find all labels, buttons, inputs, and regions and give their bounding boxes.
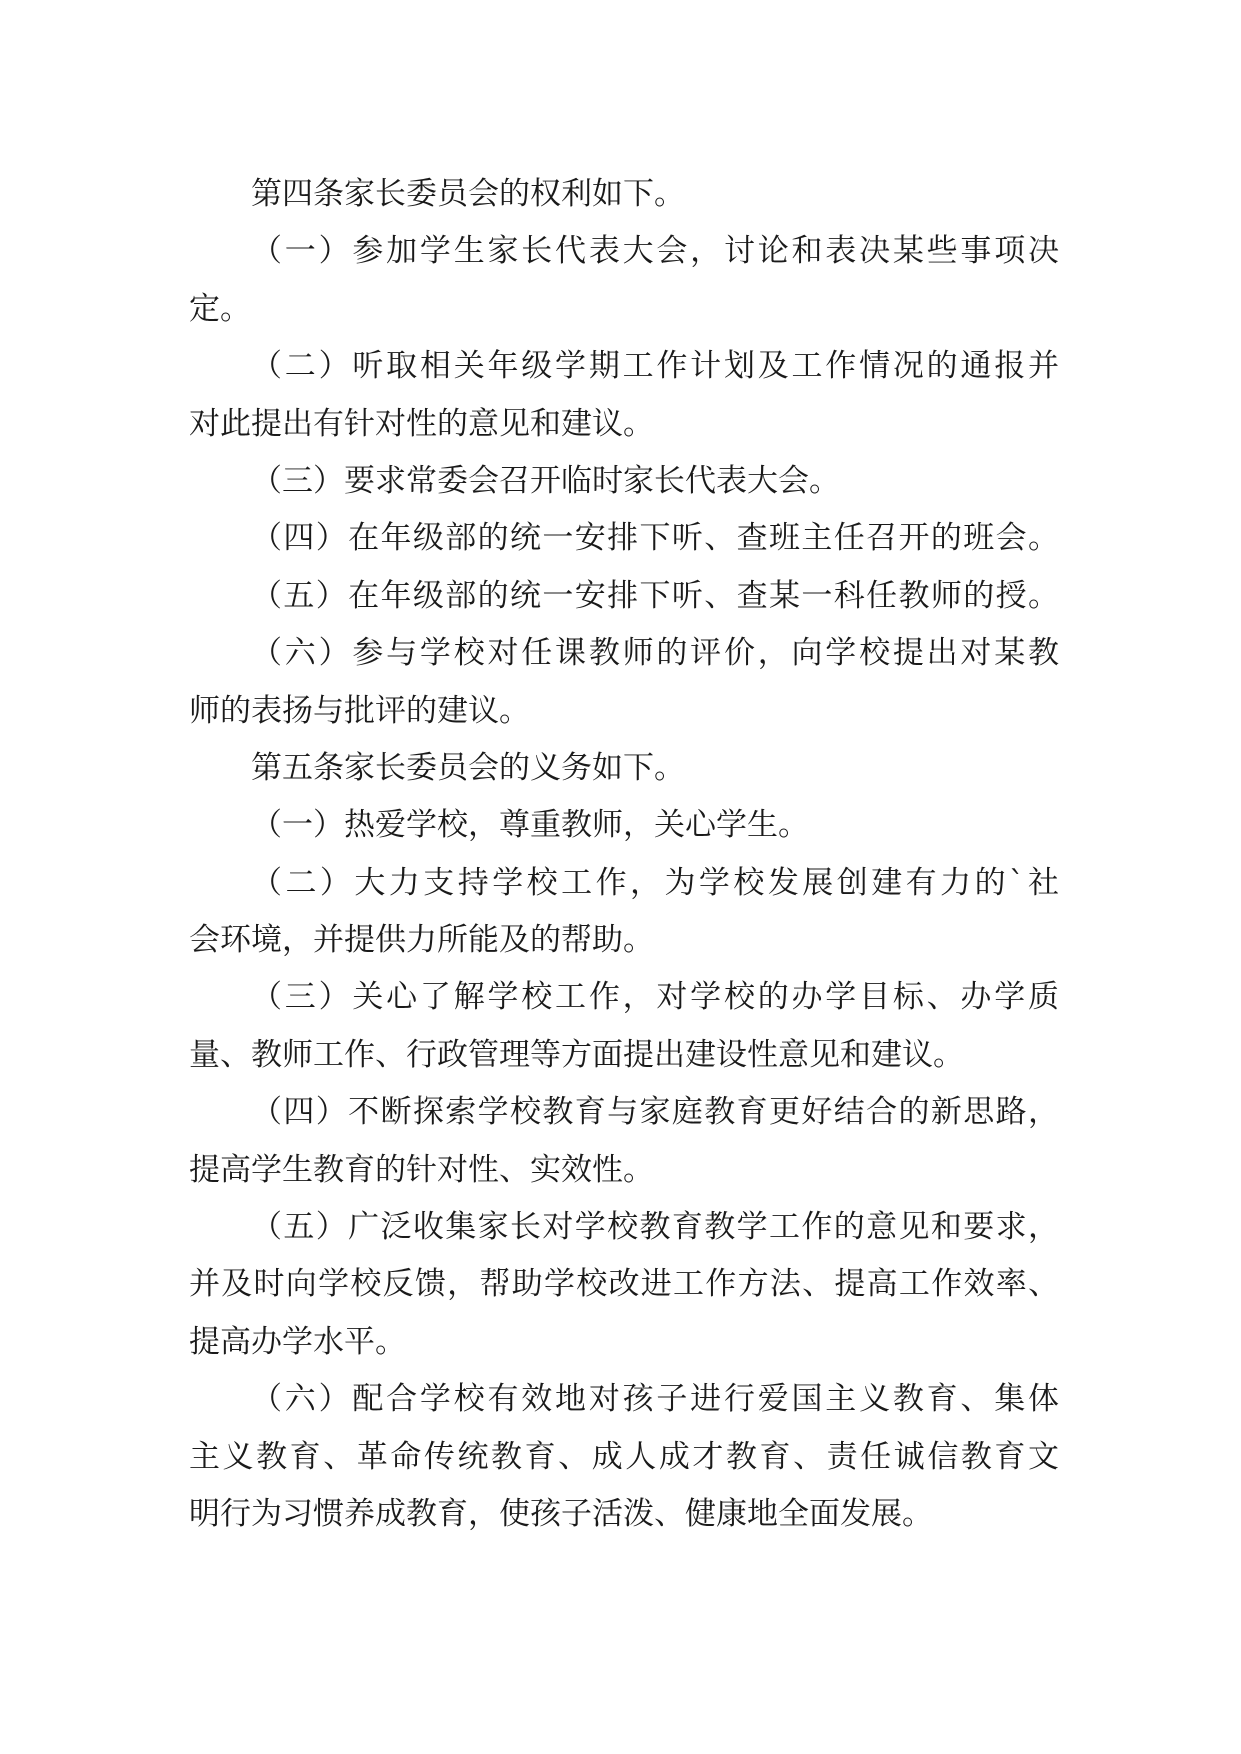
paragraph xyxy=(189,740,1059,797)
paragraph-line: （五）广泛收集家长对学校教育教学工作的意见和要求， xyxy=(251,1209,1059,1246)
paragraph-line: 对此提出有针对性的意见和建议。 xyxy=(189,405,654,442)
paragraph-line: 第五条家长委员会的义务如下。 xyxy=(251,749,685,786)
paragraph-line: 量、教师工作、行政管理等方面提出建设性意见和建议。 xyxy=(189,1036,964,1073)
paragraph-line: （二）大力支持学校工作，为学校发展创建有力的`社 xyxy=(251,864,1059,901)
paragraph xyxy=(189,338,1059,453)
paragraph-line: （六）参与学校对任课教师的评价，向学校提出对某教 xyxy=(251,635,1059,672)
paragraph-line: 定。 xyxy=(189,290,251,327)
paragraph-line: （二）听取相关年级学期工作计划及工作情况的通报并 xyxy=(251,348,1059,385)
paragraph xyxy=(189,1084,1059,1199)
paragraph-line: 并及时向学校反馈，帮助学校改进工作方法、提高工作效率、 xyxy=(189,1266,1059,1303)
paragraph-line: 师的表扬与批评的建议。 xyxy=(189,692,530,729)
paragraph-line: 主义教育、革命传统教育、成人成才教育、责任诚信教育文 xyxy=(189,1438,1059,1475)
paragraph xyxy=(189,166,1059,223)
paragraph xyxy=(189,1371,1059,1543)
paragraph-line: 会环境，并提供力所能及的帮助。 xyxy=(189,922,654,959)
paragraph xyxy=(189,625,1059,740)
paragraph-line: （四）不断探索学校教育与家庭教育更好结合的新思路， xyxy=(251,1094,1059,1131)
document-body xyxy=(189,166,1059,1543)
paragraph-line: （三）要求常委会召开临时家长代表大会。 xyxy=(251,462,840,499)
paragraph xyxy=(189,568,1059,625)
paragraph xyxy=(189,855,1059,970)
paragraph-line: 提高学生教育的针对性、实效性。 xyxy=(189,1151,654,1188)
paragraph-line: （三）关心了解学校工作，对学校的办学目标、办学质 xyxy=(251,979,1059,1016)
paragraph-line: （五）在年级部的统一安排下听、查某一科任教师的授。 xyxy=(251,577,1059,614)
paragraph xyxy=(189,797,1059,854)
paragraph-line: 明行为习惯养成教育，使孩子活泼、健康地全面发展。 xyxy=(189,1495,933,1532)
paragraph-line: （四）在年级部的统一安排下听、查班主任召开的班会。 xyxy=(251,520,1059,557)
paragraph xyxy=(189,969,1059,1084)
paragraph xyxy=(189,510,1059,567)
paragraph-line: （一）参加学生家长代表大会，讨论和表决某些事项决 xyxy=(251,233,1059,270)
paragraph xyxy=(189,1199,1059,1371)
paragraph-line: （六）配合学校有效地对孩子进行爱国主义教育、集体 xyxy=(251,1381,1059,1418)
paragraph-line: 提高办学水平。 xyxy=(189,1323,406,1360)
paragraph xyxy=(189,223,1059,338)
paragraph xyxy=(189,453,1059,510)
paragraph-line: 第四条家长委员会的权利如下。 xyxy=(251,176,685,212)
paragraph-line: （一）热爱学校，尊重教师，关心学生。 xyxy=(251,807,809,844)
